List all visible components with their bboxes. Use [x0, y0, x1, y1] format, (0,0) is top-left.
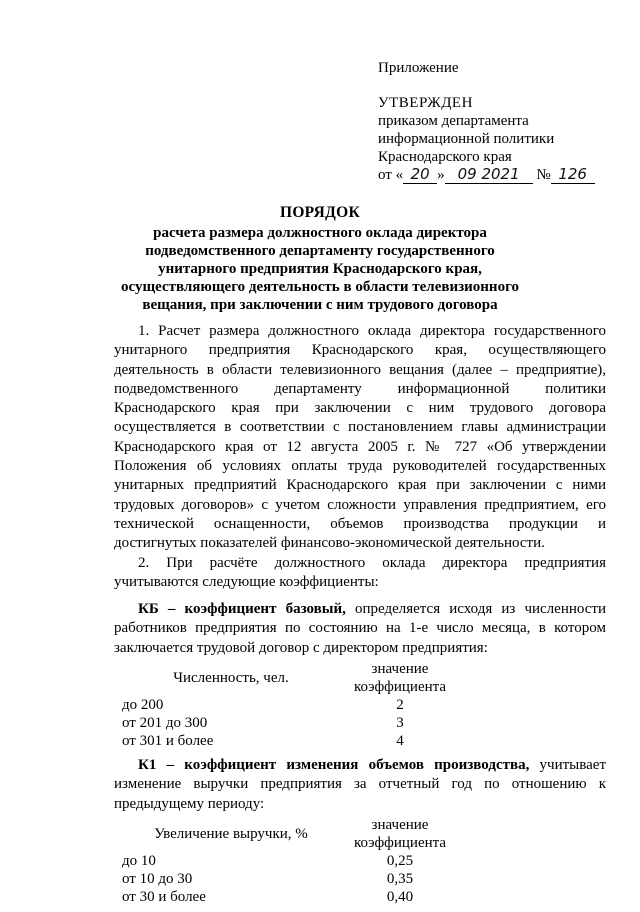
approved-line-1: приказом департамента — [378, 113, 529, 129]
paragraph-2: 2. При расчёте должностного оклада директора предприятия учитываются следующие коэффициенты: — [114, 554, 606, 590]
k1-col-value: значение коэффициента — [353, 816, 447, 851]
order-number-handwritten: 126 — [551, 166, 595, 184]
table-row — [122, 696, 460, 714]
date-day-handwritten: 20 — [403, 166, 437, 184]
k1-row-3-value: 0,40 — [386, 888, 414, 905]
kb-coefficient-table — [122, 660, 460, 750]
paragraph-1: 1. Расчет размера должностного оклада директора государственного унитарного предприятия Краснодарского края, осуществляющего деятельность в области телевизионного вещания (далее – предприятие), подведомственного департаменту информационной политики Краснодарского края при заключении с ним трудового договора осуществляется в соответствии с постановлением главы администрации Краснодарского края от 12 августа 2005 г. № 727 «Об утверждении Положения об условиях оплаты труда руководителей государственных унитарных предприятий Краснодарского края при заключении с ними трудовых договоров» с учетом сложности управления предприятием, его технической оснащенности, объемов производства продукции и достигнутых показателей финансово-экономической деятельности. — [114, 323, 606, 552]
kb-row-3-range: от 301 и более — [122, 733, 214, 750]
k1-row-2-range: от 10 до 30 — [122, 870, 193, 887]
title-line-3: унитарного предприятия Краснодарского края, — [158, 261, 482, 277]
table-header — [122, 660, 460, 696]
k1-definition — [114, 756, 606, 814]
date-prefix: от « — [378, 167, 404, 183]
date-separator: » — [437, 167, 445, 183]
approved-line-2: информационной политики — [378, 131, 555, 147]
document-body — [114, 322, 606, 912]
title-line-1: расчета размера должностного оклада директора — [153, 225, 487, 241]
title-line-2: подведомственного департаменту государственного — [145, 243, 495, 259]
appendix-label: Приложение — [378, 60, 459, 76]
kb-row-1-range: до 200 — [122, 697, 164, 714]
kb-row-2-range: от 201 до 300 — [122, 715, 208, 732]
title-main: ПОРЯДОК — [279, 204, 361, 221]
approved-title: УТВЕРЖДЕН — [378, 95, 473, 111]
table-header — [122, 816, 460, 852]
title-line-4: осуществляющего деятельность в области телевизионного — [120, 279, 520, 295]
date-month-year-handwritten: 09 2021 — [445, 166, 533, 184]
k1-description: учитывает изменение выручки предприятия за отчетный год по отношению к предыдущему периоду: — [114, 757, 607, 812]
k1-col-revenue-growth: Увеличение выручки, % — [154, 825, 308, 842]
approval-date-line — [378, 166, 595, 184]
kb-row-3-value: 4 — [396, 733, 404, 750]
table-row — [122, 852, 460, 870]
approved-line-3: Краснодарского края — [378, 149, 512, 165]
table-row — [122, 714, 460, 732]
kb-term: КБ – коэффициент базовый, — [138, 601, 346, 618]
k1-row-1-value: 0,25 — [386, 852, 414, 869]
k1-row-3-range: от 30 и более — [122, 888, 206, 905]
k1-row-1-range: до 10 — [122, 852, 156, 869]
title-line-5: вещания, при заключении с ним трудового договора — [142, 297, 498, 313]
approval-block — [378, 94, 595, 184]
table-row — [122, 888, 460, 906]
k1-term: К1 – коэффициент изменения объемов производства, — [138, 757, 530, 774]
table-row — [122, 870, 460, 888]
kb-description: определяется исходя из численности работников предприятия по состоянию на 1-е число месяца, в котором заключается трудовой договор с директором предприятия: — [114, 601, 606, 656]
kb-definition — [114, 600, 606, 658]
kb-col-headcount: Численность, чел. — [173, 670, 289, 687]
kb-row-1-value: 2 — [396, 697, 404, 714]
k1-row-2-value: 0,35 — [386, 870, 414, 887]
document-title — [0, 204, 640, 314]
k1-coefficient-table — [122, 816, 460, 906]
table-row — [122, 732, 460, 750]
kb-row-2-value: 3 — [396, 715, 404, 732]
number-sign: № — [536, 167, 551, 183]
kb-col-value: значение коэффициента — [353, 661, 447, 696]
